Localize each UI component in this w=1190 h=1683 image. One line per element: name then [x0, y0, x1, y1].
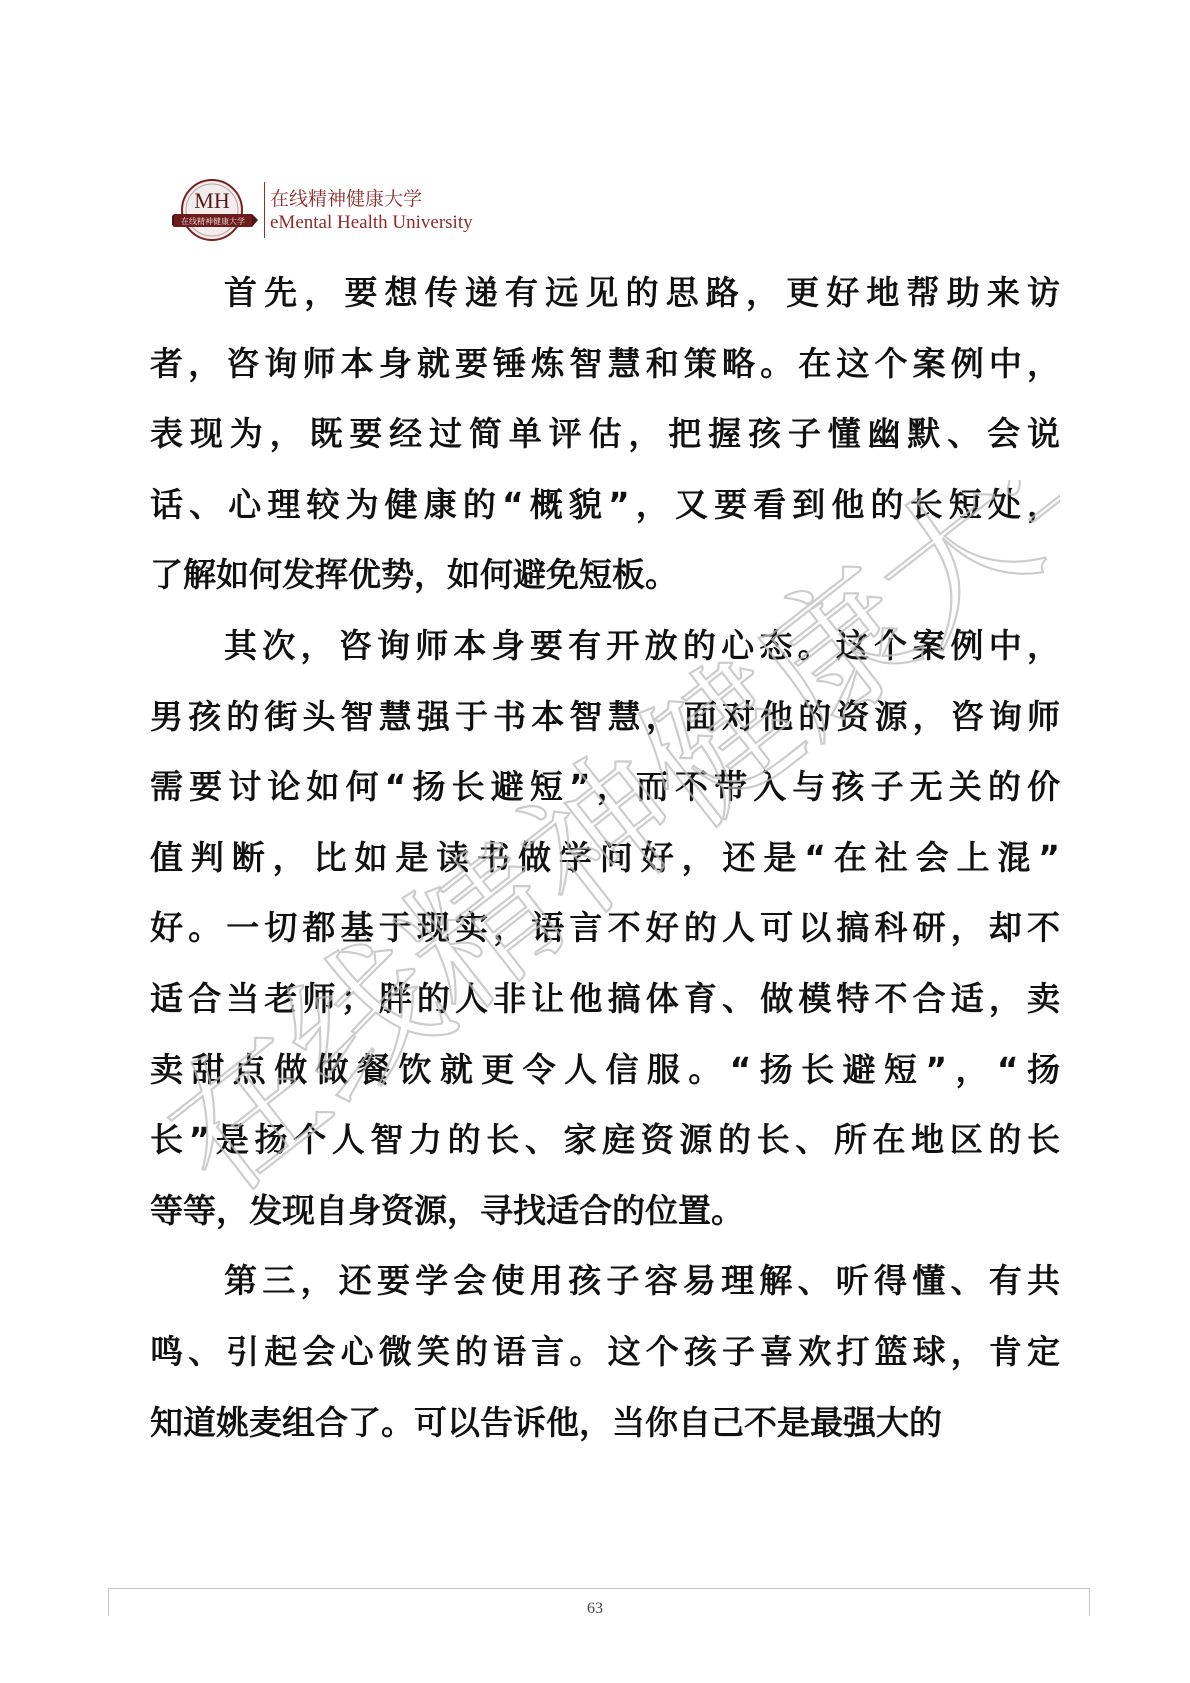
- text-line: 知道姚麦组合了。可以告诉他，当你自己不是最强大的: [150, 1402, 942, 1442]
- text-line: 适合当老师；胖的人非让他搞体育、做模特不合适，卖: [150, 978, 1060, 1018]
- seal-monogram: MH: [194, 188, 230, 213]
- university-name-en: eMental Health University: [270, 212, 473, 233]
- text-line: 表现为，既要经过简单评估，把握孩子懂幽默、会说: [150, 414, 1060, 454]
- document-body: [150, 258, 1060, 1458]
- text-line: 卖甜点做做餐饮就更令人信服。“扬长避短”，“扬: [150, 1049, 1060, 1089]
- text-line: 第三，还要学会使用孩子容易理解、听得懂、有共: [224, 1261, 1060, 1301]
- text-line: 其次，咨询师本身要有开放的心态。这个案例中，: [224, 625, 1060, 665]
- watermark-text: 在线精神健康大学: [160, 480, 1060, 1229]
- paragraph-3: [150, 1246, 1060, 1458]
- text-line: 了解如何发挥优势，如何避免短板。: [150, 555, 678, 595]
- text-line: 话、心理较为健康的“概貌”，又要看到他的长短处，: [150, 484, 1060, 524]
- text-line: 需要讨论如何“扬长避短”，而不带入与孩子无关的价: [150, 767, 1060, 807]
- text-line: 者，咨询师本身就要锤炼智慧和策略。在这个案例中，: [150, 343, 1060, 383]
- paragraph-2: [150, 611, 1060, 1246]
- page-number: 63: [587, 1600, 603, 1617]
- text-line: 等等，发现自身资源，寻找适合的位置。: [150, 1190, 744, 1230]
- text-line: 男孩的街头智慧强于书本智慧，面对他的资源，咨询师: [150, 696, 1060, 736]
- university-seal-logo: [172, 176, 264, 248]
- paragraph-1: [150, 258, 1060, 611]
- page-header: [172, 176, 502, 248]
- seal-ribbon-text: 在线精神健康大学: [181, 217, 245, 226]
- text-line: 长”是扬个人智力的长、家庭资源的长、所在地区的长: [150, 1120, 1060, 1160]
- text-line: 值判断，比如是读书做学问好，还是“在社会上混”: [150, 837, 1060, 877]
- text-line: 鸣、引起会心微笑的语言。这个孩子喜欢打篮球，肯定: [150, 1331, 1060, 1371]
- text-line: 好。一切都基于现实，语言不好的人可以搞科研，却不: [150, 908, 1060, 948]
- footer-rule: [108, 1588, 1090, 1589]
- text-line: 首先，要想传递有远见的思路，更好地帮助来访: [224, 273, 1060, 312]
- university-name-cn: 在线精神健康大学: [270, 188, 423, 210]
- header-divider: [264, 182, 265, 238]
